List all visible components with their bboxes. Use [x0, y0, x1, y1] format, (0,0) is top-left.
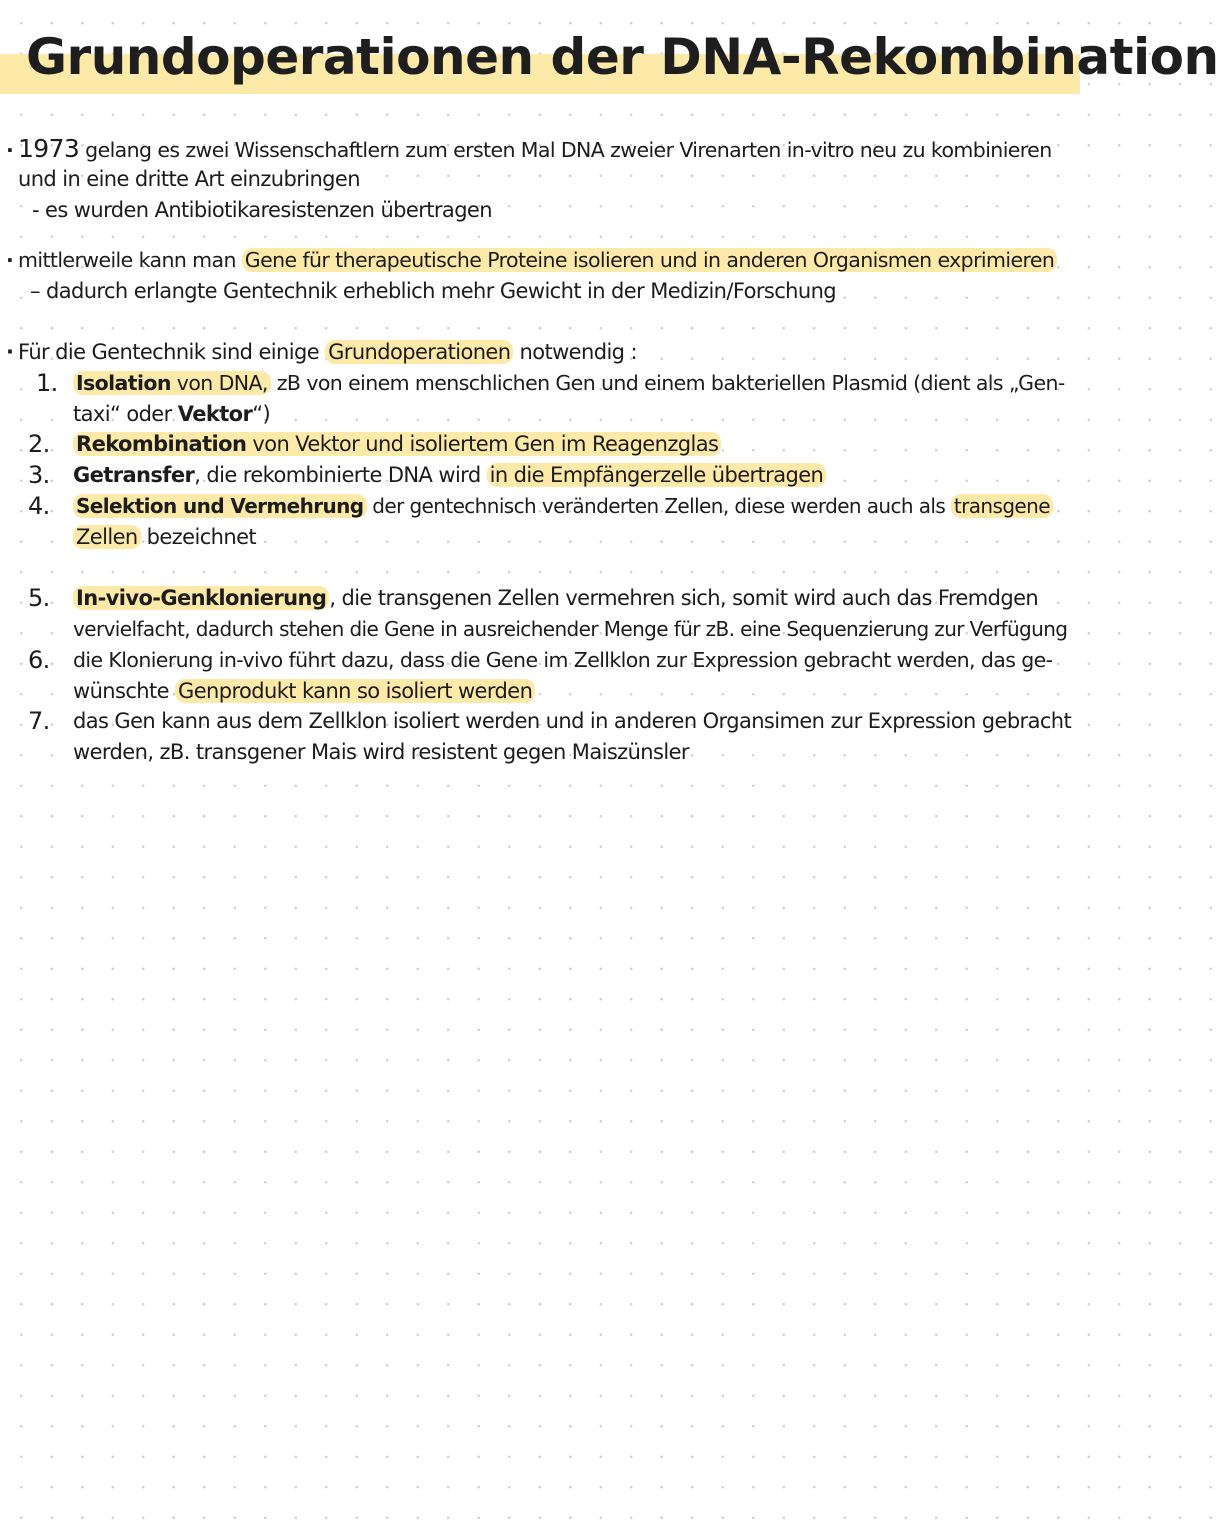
bullet-dot: ·	[6, 138, 14, 162]
year-text: 1973	[18, 134, 80, 163]
step-7-line-1: das Gen kann aus dem Zellklon isoliert werden und in anderen Organsimen zur Expression gebracht	[73, 709, 1072, 733]
bullet-history-line-2: und in eine dritte Art einzubringen	[18, 167, 360, 191]
step-3-text: , die rekombinierte DNA wird	[194, 463, 487, 487]
step-4-number: 4.	[28, 492, 50, 520]
step-4-text: der gentechnisch veränderten Zellen, diese werden auch als	[366, 494, 951, 518]
step-5-number: 5.	[28, 584, 50, 612]
step-1-vektor: Vektor	[177, 402, 253, 426]
step-1-text-2a: taxi“ oder	[73, 402, 178, 426]
step-4-keyword: Selektion und Vermehrung	[73, 494, 367, 518]
step-2-line-1	[73, 429, 721, 460]
page-title: Grundoperationen der DNA-Rekombination	[26, 28, 1219, 86]
step-1-line-2	[73, 399, 270, 430]
bullet-therapeutic-text: mittlerweile kann man	[18, 248, 242, 272]
step-5-line-2: vervielfacht, dadurch stehen die Gene in ausreichender Menge für zB. eine Sequenzierung zur Verfügung	[73, 617, 1068, 641]
step-1-text: zB von einem menschlichen Gen und einem bakteriellen Plasmid (dient als „Gen-	[270, 371, 1065, 395]
step-3-line-1	[73, 460, 826, 491]
step-6-line-1: die Klonierung in-vivo führt dazu, dass die Gene im Zellklon zur Expression gebracht werden, das ge-	[73, 648, 1053, 672]
step-6-number: 6.	[28, 646, 50, 674]
bullet-history-line-3: - es wurden Antibiotikaresistenzen übertragen	[32, 198, 492, 222]
step-1-text-2b: “)	[252, 402, 271, 426]
step-2-number: 2.	[28, 430, 50, 458]
step-3-highlight: in die Empfängerzelle übertragen	[487, 463, 827, 487]
bullet-history-line-1	[6, 133, 1052, 164]
bullet-therapeutic-line-2: – dadurch erlangte Gentechnik erheblich mehr Gewicht in der Medizin/Forschung	[30, 279, 837, 303]
title-area	[0, 24, 1219, 94]
bullet-grundoperationen-line-1	[6, 337, 637, 368]
step-3-keyword: Getransfer	[73, 463, 195, 487]
step-7-line-2: werden, zB. transgener Mais wird resistent gegen Maiszünsler	[73, 740, 689, 764]
bullet-therapeutic-line-1	[6, 245, 1057, 276]
step-4-line-2	[73, 522, 256, 553]
step-4-highlight: transgene	[951, 494, 1053, 518]
bullet-grundoperationen-text-a: Für die Gentechnik sind einige	[18, 340, 326, 364]
step-6-text-2: wünschte	[73, 679, 176, 703]
step-6-highlight: Genprodukt kann so isoliert werden	[175, 679, 535, 703]
bullet-dot: ·	[6, 248, 14, 272]
step-4-line-1	[73, 491, 1053, 522]
step-1-number: 1.	[36, 369, 58, 397]
step-5-text: , die transgenen Zellen vermehren sich, somit wird auch das Fremdgen	[329, 586, 1039, 610]
step-3-number: 3.	[28, 461, 50, 489]
bullet-grundoperationen-text-b: notwendig :	[513, 340, 637, 364]
step-1-keyword: Isolation	[76, 371, 171, 395]
highlight-therapeutic: Gene für therapeutische Proteine isolieren und in anderen Organismen exprimieren	[242, 248, 1057, 272]
highlight-grundoperationen: Grundoperationen	[325, 340, 513, 364]
step-1-line-1	[73, 368, 1065, 399]
step-7-number: 7.	[28, 707, 50, 735]
step-1-highlight: von DNA,	[170, 371, 268, 395]
step-2-highlight: von Vektor und isoliertem Gen im Reagenzglas	[246, 432, 719, 456]
step-6-line-2	[73, 676, 535, 707]
step-4-text-2: bezeichnet	[140, 525, 257, 549]
step-4-highlight-2: Zellen	[73, 525, 141, 549]
step-5-line-1	[73, 583, 1038, 614]
step-2-keyword: Rekombination	[76, 432, 247, 456]
bullet-dot: ·	[6, 340, 14, 364]
step-5-keyword: In-vivo-Genklonierung	[73, 586, 329, 610]
bullet-history-text-1: gelang es zwei Wissenschaftlern zum ersten Mal DNA zweier Virenarten in-vitro neu zu kombinieren	[79, 138, 1052, 162]
